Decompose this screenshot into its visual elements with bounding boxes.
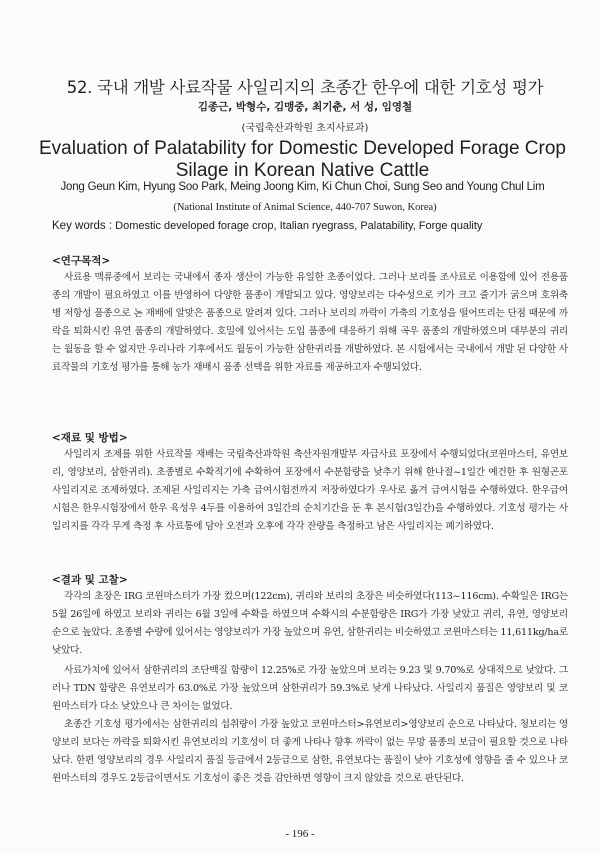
english-affiliation: (National Institute of Animal Science, 440-707 Suwon, Korea) xyxy=(173,202,437,213)
english-title: Evaluation of Palatability for Domestic Developed Forage Crop Silage in Korean Native Cattle xyxy=(39,138,566,181)
results-paragraph-1: 각각의 초장은 IRG 코윈마스터가 가장 컸으며(122cm), 귀리와 보리의 초장은 비슷하였다(113~116cm). 수확일은 IRG는 5월 26일에 하였고 보리와 귀리는 6월 3일에 수확을 하였으며 수확시의 수분함량은 IRG가 가장 낮았고 귀리, 유연, 영양보리 순으로 높았다. 초종별 수량에 있어서는 영양보리가 가장 높았으며 유연, 삼한귀리는 비슷하였고 코윈마스터는 11,611kg/ha로 낮았다. xyxy=(52,591,568,656)
page-number: - 196 - xyxy=(285,828,315,840)
results-paragraph-2: 사료가치에 있어서 삼한귀리의 조단백질 함량이 12.25%로 가장 높았으며 보리는 9.23 및 9.70%로 상대적으로 낮았다. 그러나 TDN 함량은 유연보리가 63.0%로 가장 높았으며 삼한귀리가 59.3%로 낮게 나타났다. 사일리지 품질은 영양보리 및 코윈마스터가 다소 낮았으나 큰 차이는 없었다. xyxy=(52,665,568,712)
korean-title: 52. 국내 개발 사료작물 사일리지의 초종간 한우에 대한 기호성 평가 xyxy=(66,78,544,97)
objective-paragraph: 사료용 맥류중에서 보리는 국내에서 종자 생산이 가능한 유일한 초종이었다. 그러나 보리를 조사료로 이용함에 있어 전용품종의 개발이 필요하였고 이를 반영하여 다양한 품종이 개발되고 있다. 영양보리는 다수성으로 키가 크고 줄기가 굵으며 호위축병 저항성 품종으로 논 재배에 알맞은 품종으로 알려져 있다. 그러나 보리의 까락이 가축의 기호성을 떨어뜨리는 단점 때문에 까락을 퇴화시킨 유연 품종의 개발하였다. 호밀에 있어서는 도입 품종에 대응하기 위해 곡우 품종의 개발하였으며 대부분의 귀리는 월동을 할 수 없지만 우리나라 기후에서도 월동이 가능한 삼한귀리를 개발하였다. 본 시험에서는 국내에서 개발 된 다양한 사료작물의 기호성 평가를 통해 농가 재배시 품종 선택을 위한 자료를 제공하고자 수행되었다. xyxy=(52,272,568,373)
korean-affiliation: (국립축산과학원 초지사료과) xyxy=(241,123,369,134)
english-authors: Jong Geun Kim, Hyung Soo Park, Meing Joong Kim, Ki Chun Choi, Sung Seo and Young Chul Lim xyxy=(60,181,545,193)
section-heading-results: <결과 및 고찰> xyxy=(52,574,128,586)
results-paragraph-3: 초종간 기호성 평가에서는 삼한귀리의 섭취량이 가장 높았고 코윈마스터>유연보리>영양보리 순으로 나타났다. 청보리는 영양보리 보다는 까락을 퇴화시킨 유연보리의 기호성이 더 좋게 나타나 향후 까락이 없는 무망 품종의 보급이 필요할 것으로 나타났다. 한편 영양보리의 경우 사일리지 품질 등급에서 2등급으로 삼한, 유연보다는 품질이 낮아 기호성에 영향을 줄 수 있으나 코윈마스터의 경우도 2등급이면서도 기호성이 좋은 것을 감안하면 영향이 크지 않았을 것으로 판단된다. xyxy=(52,719,568,784)
keywords-line xyxy=(52,220,572,232)
keywords-label: Key words : xyxy=(52,220,113,232)
section-heading-objective: <연구목적> xyxy=(52,255,111,267)
section-heading-methods: <재료 및 방법> xyxy=(52,432,128,444)
methods-paragraph: 사일리지 조제를 위한 사료작물 재배는 국립축산과학원 축산자원개발부 자급사료 포장에서 수행되었다(코윈마스터, 유연보리, 영양보리, 삼한귀리). 초종별로 수확적기에 수확하여 포장에서 수분함량을 낮추기 위해 한나절~1일간 예건한 후 원형곤포 사일리지로 조제하였다. 조제된 사일리지는 가축 급여시험전까지 저장하였다가 우사로 옮겨 급여시험을 수행하였다. 한우급여시험은 한우시험장에서 한우 육성우 4두를 이용하여 3일간의 순치기간을 둔 후 본시험(3일간)을 수행하였다. 기호성 평가는 사일리지를 각각 무게 측정 후 사료통에 담아 오전과 오후에 각각 잔량을 측정하고 남은 사일리지는 폐기하였다. xyxy=(52,449,568,532)
korean-authors: 김종근, 박형수, 김맹중, 최기춘, 서 성, 임영철 xyxy=(197,101,413,113)
keywords-text: Domestic developed forage crop, Italian ryegrass, Palatability, Forge quality xyxy=(115,220,483,232)
